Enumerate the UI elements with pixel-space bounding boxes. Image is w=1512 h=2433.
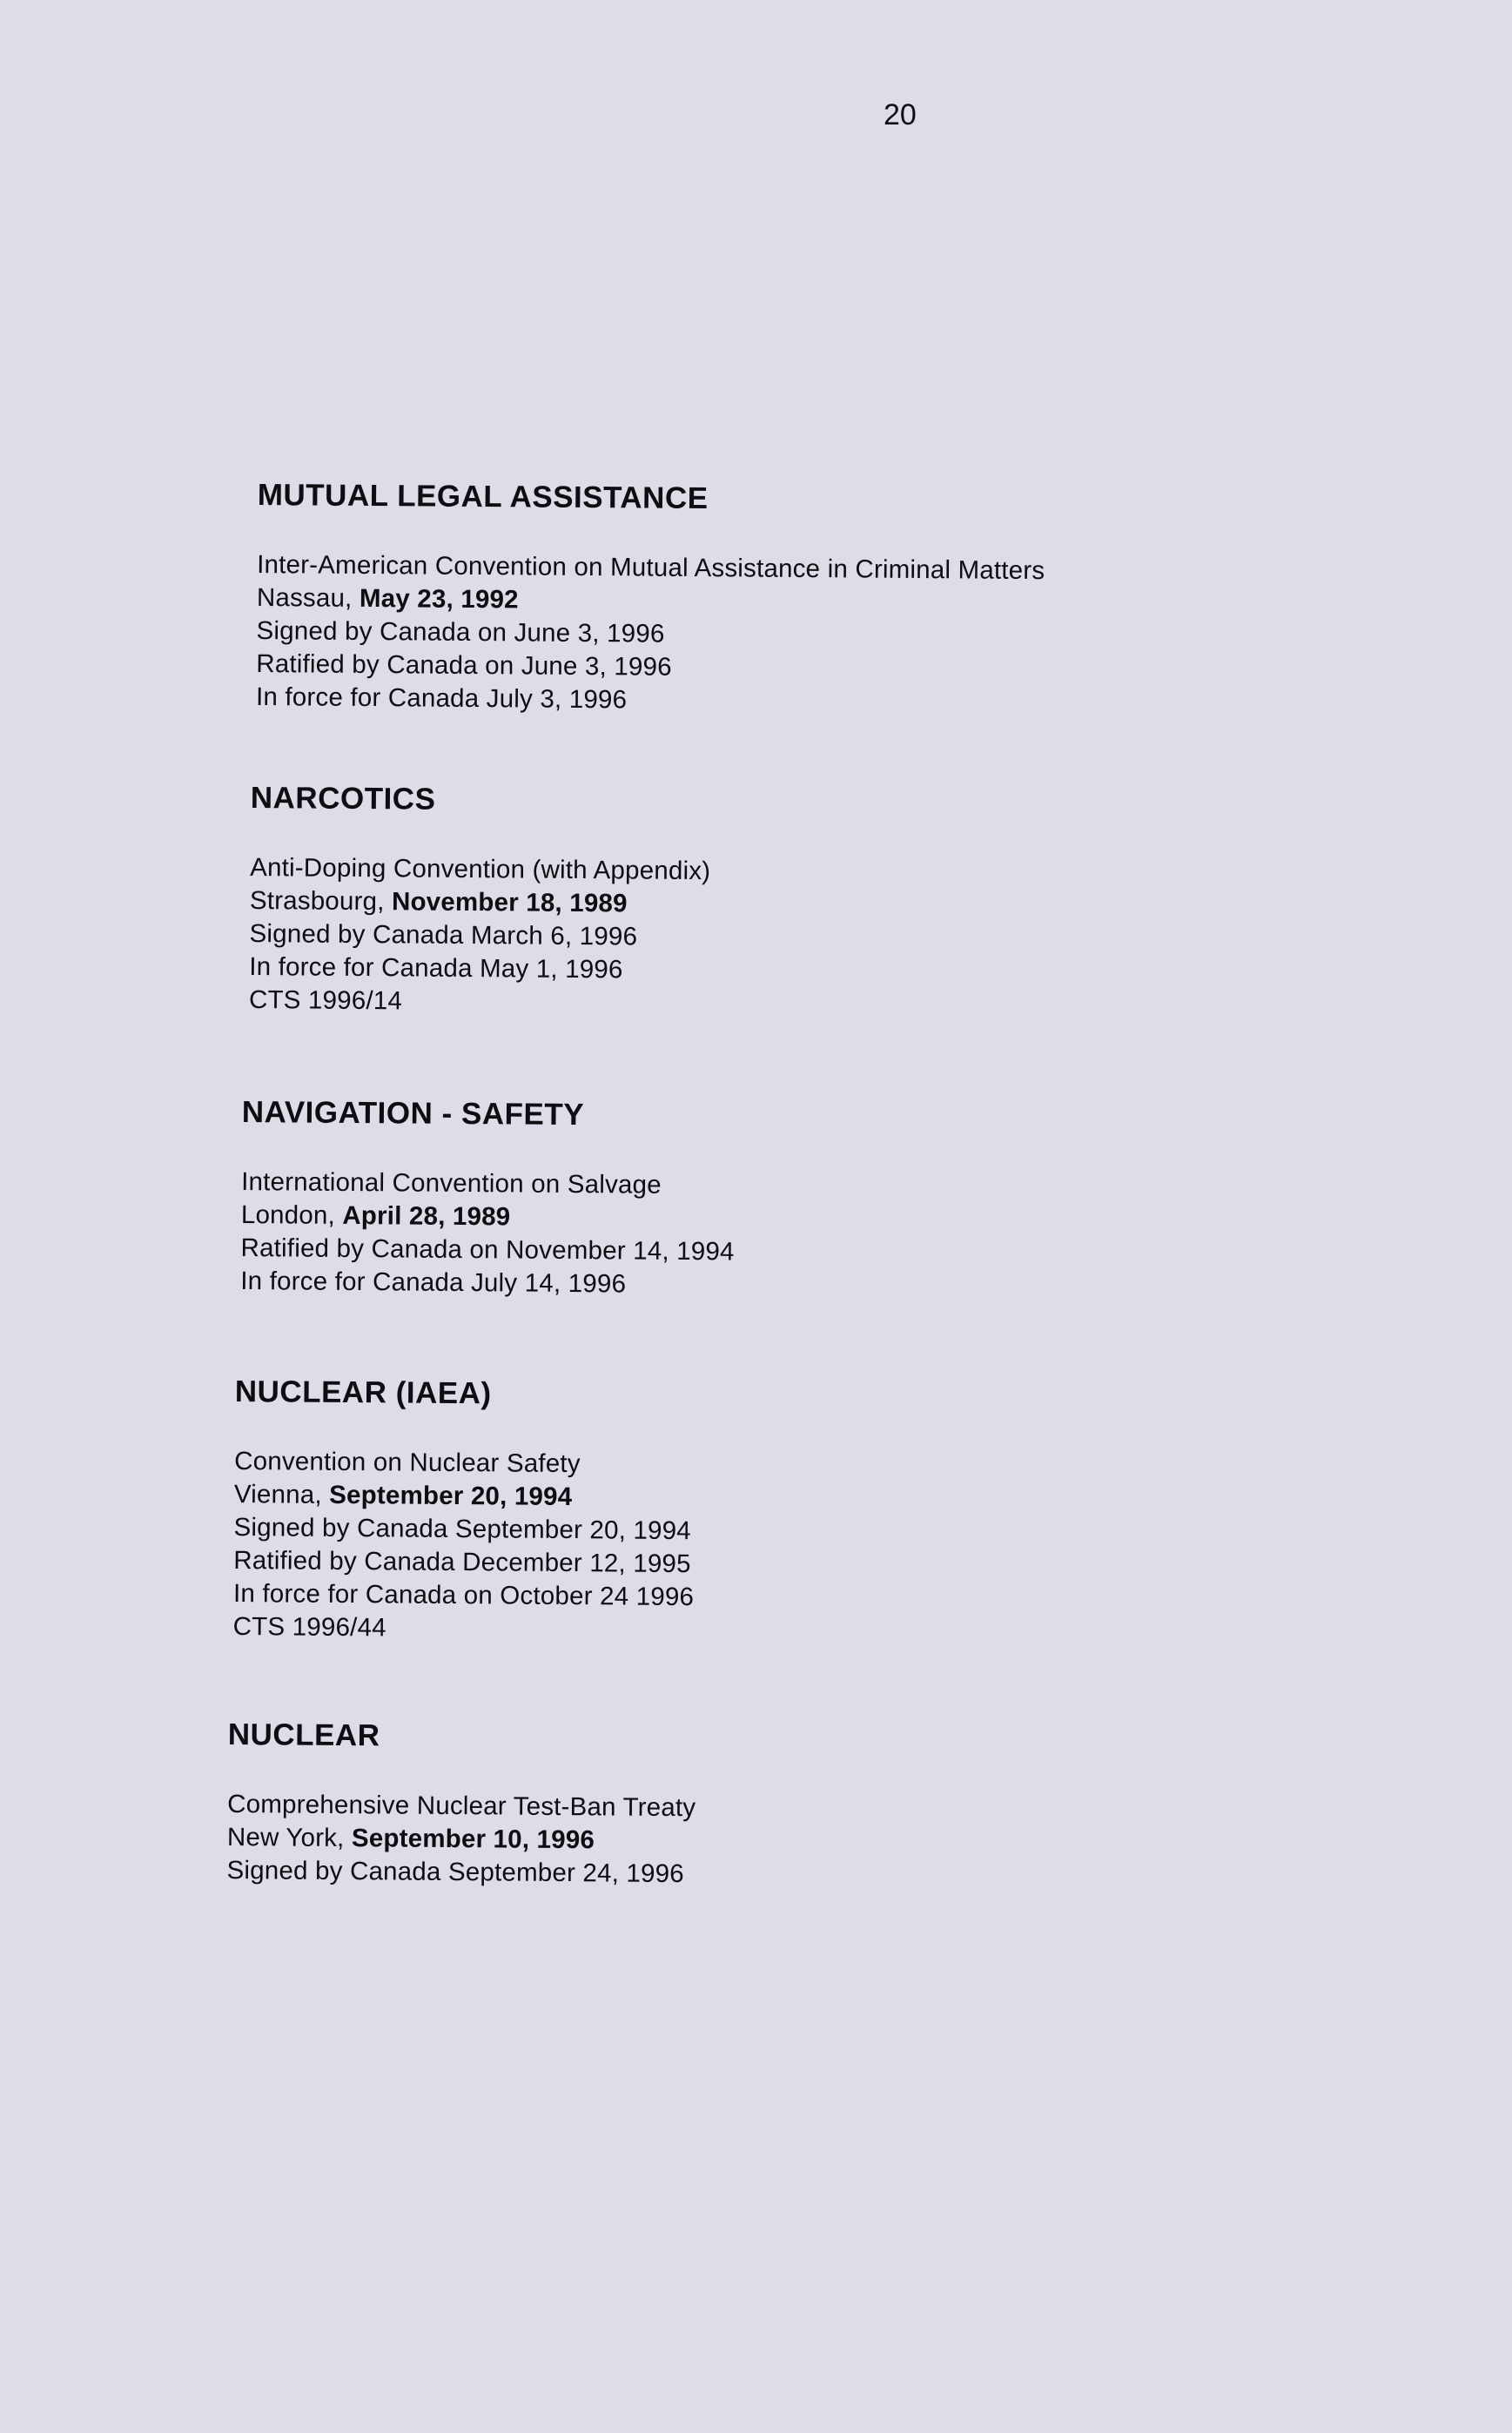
treaty-status-line: Signed by Canada March 6, 1996: [249, 918, 638, 951]
treaty-place: Vienna,: [233, 1479, 330, 1509]
treaty-status-line: Signed by Canada on June 3, 1996: [256, 615, 665, 649]
treaty-status-line: In force for Canada July 3, 1996: [255, 682, 628, 715]
treaty-title: International Convention on Salvage: [241, 1166, 662, 1200]
treaty-status-line: Ratified by Canada December 12, 1995: [233, 1545, 691, 1579]
treaty-status-line: Ratified by Canada on June 3, 1996: [256, 649, 672, 682]
treaty-place-date: [250, 884, 710, 921]
treaty-title: Inter-American Convention on Mutual Assistance in Criminal Matters: [257, 549, 1045, 586]
treaty-status-line: Ratified by Canada on November 14, 1994: [240, 1233, 735, 1267]
treaty-title: Convention on Nuclear Safety: [234, 1446, 581, 1479]
treaty-status-line: In force for Canada July 14, 1996: [240, 1266, 627, 1299]
treaty-status-line: In force for Canada May 1, 1996: [249, 951, 623, 985]
treaty-place: Nassau,: [256, 582, 360, 613]
section-heading: NARCOTICS: [250, 780, 436, 817]
section-heading: NAVIGATION - SAFETY: [241, 1095, 585, 1132]
treaty-date: September 20, 1994: [329, 1480, 573, 1512]
section-heading: NUCLEAR: [227, 1717, 380, 1753]
treaty-status-line: Signed by Canada September 20, 1994: [233, 1512, 692, 1546]
treaty-title: Comprehensive Nuclear Test-Ban Treaty: [227, 1789, 696, 1823]
treaty-status-line: Signed by Canada September 24, 1996: [226, 1855, 685, 1889]
treaty-place: London,: [240, 1200, 343, 1230]
section-navigation-safety: [240, 1094, 736, 1301]
treaty-date: November 18, 1989: [391, 887, 628, 918]
treaty-place-date: [241, 1199, 735, 1235]
section-heading: MUTUAL LEGAL ASSISTANCE: [257, 477, 709, 516]
treaty-date: September 10, 1996: [351, 1824, 595, 1855]
treaty-date: April 28, 1989: [342, 1200, 511, 1232]
treaty-place-date: [227, 1821, 696, 1858]
treaty-place-date: [234, 1478, 695, 1515]
treaty-title: Anti-Doping Convention (with Appendix): [250, 852, 711, 886]
section-narcotics: [249, 780, 711, 1020]
treaty-reference: CTS 1996/44: [232, 1611, 386, 1643]
section-mutual-legal-assistance: [256, 477, 1045, 720]
treaty-status-line: In force for Canada on October 24 1996: [232, 1578, 695, 1612]
treaty-reference: CTS 1996/14: [248, 985, 403, 1016]
treaty-place: Strasbourg,: [249, 885, 393, 917]
treaty-date: May 23, 1992: [359, 583, 519, 615]
page-number: 20: [884, 98, 917, 131]
section-nuclear-iaea: [233, 1374, 696, 1647]
section-heading: NUCLEAR (IAEA): [234, 1374, 492, 1411]
treaty-place: New York,: [226, 1822, 353, 1853]
section-nuclear: [226, 1717, 696, 1891]
